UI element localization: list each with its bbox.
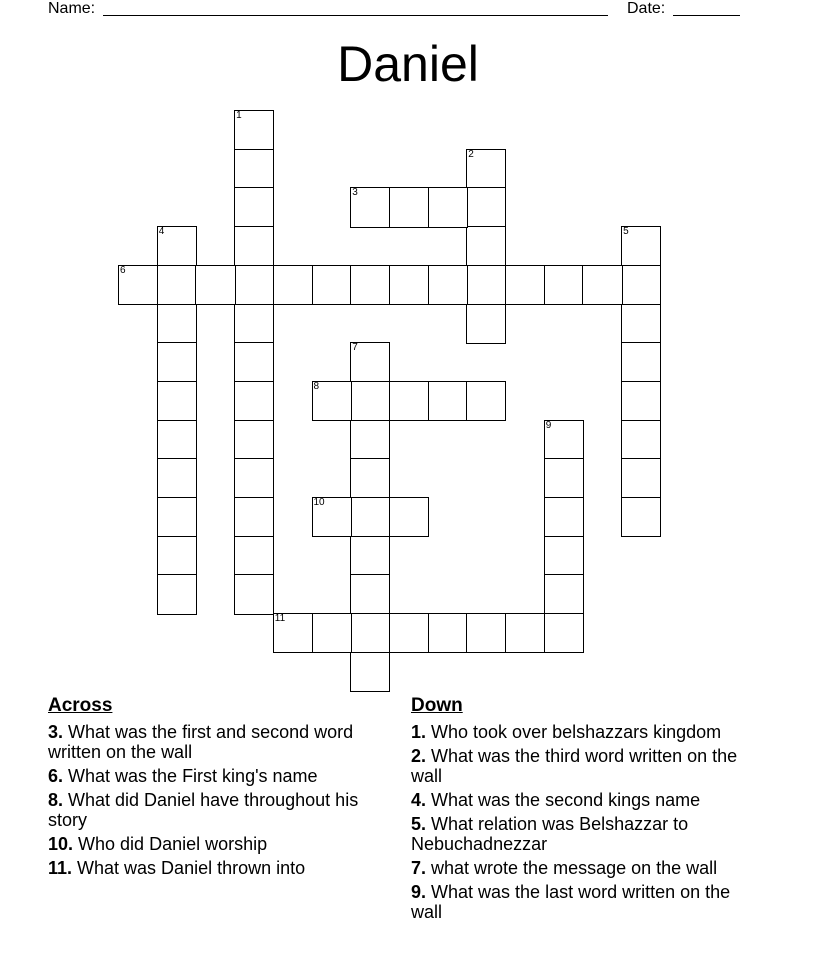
grid-cell[interactable] <box>234 149 274 189</box>
grid-cell[interactable] <box>157 536 197 576</box>
grid-cell[interactable] <box>544 265 584 305</box>
grid-cell[interactable] <box>544 536 584 576</box>
grid-cell[interactable] <box>350 536 390 576</box>
clue-number-label: 3. <box>48 722 64 742</box>
grid-cell[interactable] <box>273 265 313 305</box>
down-heading: Down <box>411 695 463 716</box>
grid-cell[interactable] <box>505 265 545 305</box>
grid-cell[interactable] <box>544 458 584 498</box>
grid-cell[interactable] <box>621 342 661 382</box>
grid-cell[interactable] <box>428 613 468 653</box>
across-clue <box>48 858 383 878</box>
grid-cell[interactable] <box>350 574 390 614</box>
grid-cell[interactable] <box>157 420 197 460</box>
clue-number: 4 <box>158 226 165 238</box>
grid-cell[interactable] <box>505 613 545 653</box>
down-clue <box>411 814 756 854</box>
clue-text: what wrote the message on the wall <box>426 858 718 878</box>
grid-cell[interactable] <box>350 342 390 382</box>
grid-cell[interactable] <box>157 304 197 344</box>
grid-cell[interactable] <box>466 226 506 266</box>
clue-number: 10 <box>313 497 325 508</box>
across-clue <box>48 834 383 854</box>
grid-cell[interactable] <box>195 265 235 305</box>
clue-text: What was Daniel thrown into <box>72 858 306 878</box>
grid-cell[interactable] <box>466 613 506 653</box>
grid-cell[interactable] <box>350 187 390 227</box>
down-clue-list <box>411 722 756 926</box>
clue-text: What was the first and second word written on the wall <box>48 722 354 762</box>
grid-cell[interactable] <box>350 652 390 692</box>
grid-cell[interactable] <box>234 381 274 421</box>
grid-cell[interactable] <box>428 265 468 305</box>
grid-cell[interactable] <box>389 265 429 305</box>
grid-cell[interactable] <box>157 226 197 266</box>
grid-cell[interactable] <box>157 381 197 421</box>
clue-number: 6 <box>120 264 126 276</box>
grid-cell[interactable] <box>312 265 352 305</box>
grid-cell[interactable] <box>544 497 584 537</box>
grid-cell[interactable] <box>466 187 506 227</box>
grid-cell[interactable] <box>157 458 197 498</box>
clue-number: 7 <box>352 342 358 354</box>
across-clue <box>48 722 383 762</box>
date-label: Date: <box>627 0 666 17</box>
grid-cell[interactable] <box>389 613 429 653</box>
clue-number-label: 1. <box>411 722 427 742</box>
clue-number-label: 8. <box>48 790 64 810</box>
grid-cell[interactable] <box>312 497 352 537</box>
grid-cell[interactable] <box>466 381 506 421</box>
grid-cell[interactable] <box>234 110 274 150</box>
grid-cell[interactable] <box>621 420 661 460</box>
grid-cell[interactable] <box>234 536 274 576</box>
clue-text: What was the last word written on the wall <box>411 882 731 922</box>
grid-cell[interactable] <box>273 613 313 653</box>
grid-cell[interactable] <box>157 574 197 614</box>
grid-cell[interactable] <box>621 458 661 498</box>
clue-text: What was the third word written on the wall <box>411 746 738 786</box>
clue-number-label: 9. <box>411 882 427 902</box>
grid-cell[interactable] <box>350 497 390 537</box>
across-clue <box>48 790 383 830</box>
grid-cell[interactable] <box>157 265 197 305</box>
across-clue <box>48 766 383 786</box>
grid-cell[interactable] <box>389 497 429 537</box>
clue-text: What was the second kings name <box>426 790 701 810</box>
grid-cell[interactable] <box>350 458 390 498</box>
grid-cell[interactable] <box>234 187 274 227</box>
clue-number: 11 <box>274 613 286 625</box>
grid-cell[interactable] <box>312 381 352 421</box>
clue-number-label: 7. <box>411 858 427 878</box>
clue-number: 8 <box>313 380 320 392</box>
clue-text: Who did Daniel worship <box>73 834 268 854</box>
clue-number-label: 4. <box>411 790 427 810</box>
grid-cell[interactable] <box>157 497 197 537</box>
down-clue <box>411 790 756 810</box>
across-clue-list <box>48 722 383 882</box>
clue-number-label: 6. <box>48 766 64 786</box>
clue-number-label: 11. <box>48 858 73 878</box>
grid-cell[interactable] <box>234 304 274 344</box>
down-clue <box>411 882 756 922</box>
page-title: Daniel <box>337 36 479 92</box>
clue-number-label: 2. <box>411 746 427 766</box>
clue-number: 1 <box>236 110 242 121</box>
down-clue <box>411 722 756 742</box>
clue-text: What was the First king's name <box>63 766 318 786</box>
grid-cell[interactable] <box>234 458 274 498</box>
grid-cell[interactable] <box>582 265 622 305</box>
grid-cell[interactable] <box>234 342 274 382</box>
clue-number: 5 <box>623 226 629 238</box>
grid-cell[interactable] <box>428 381 468 421</box>
grid-cell[interactable] <box>234 420 274 460</box>
clue-text: Who took over belshazzars kingdom <box>426 722 722 742</box>
grid-cell[interactable] <box>234 497 274 537</box>
grid-cell[interactable] <box>428 187 468 227</box>
grid-cell[interactable] <box>312 613 352 653</box>
grid-cell[interactable] <box>544 420 584 460</box>
grid-cell[interactable] <box>466 304 506 344</box>
grid-cell[interactable] <box>621 497 661 537</box>
clue-number: 3 <box>352 187 358 199</box>
clue-number-label: 5. <box>411 814 427 834</box>
grid-cell[interactable] <box>466 265 506 305</box>
clue-text: What did Daniel have throughout his story <box>48 790 359 830</box>
grid-cell[interactable] <box>621 304 661 344</box>
grid-cell[interactable] <box>621 381 661 421</box>
clue-text: What relation was Belshazzar to Nebuchadnezzar <box>411 814 689 854</box>
grid-cell[interactable] <box>389 381 429 421</box>
grid-cell[interactable] <box>621 265 661 305</box>
down-clue <box>411 858 756 878</box>
grid-cell[interactable] <box>389 187 429 227</box>
clue-number: 9 <box>545 419 552 431</box>
down-clue <box>411 746 756 786</box>
name-label: Name: <box>48 0 96 17</box>
grid-cell[interactable] <box>466 149 506 189</box>
clue-number: 2 <box>468 148 474 160</box>
grid-cell[interactable] <box>234 265 274 305</box>
clue-number-label: 10. <box>48 834 74 854</box>
grid-cell[interactable] <box>157 342 197 382</box>
grid-cell[interactable] <box>234 574 274 614</box>
grid-cell[interactable] <box>234 226 274 266</box>
grid-cell[interactable] <box>544 613 584 653</box>
grid-cell[interactable] <box>621 226 661 266</box>
grid-cell[interactable] <box>350 613 390 653</box>
grid-cell[interactable] <box>350 381 390 421</box>
grid-cell[interactable] <box>118 265 158 305</box>
grid-cell[interactable] <box>544 574 584 614</box>
grid-cell[interactable] <box>350 420 390 460</box>
across-heading: Across <box>48 695 113 716</box>
grid-cell[interactable] <box>350 265 390 305</box>
